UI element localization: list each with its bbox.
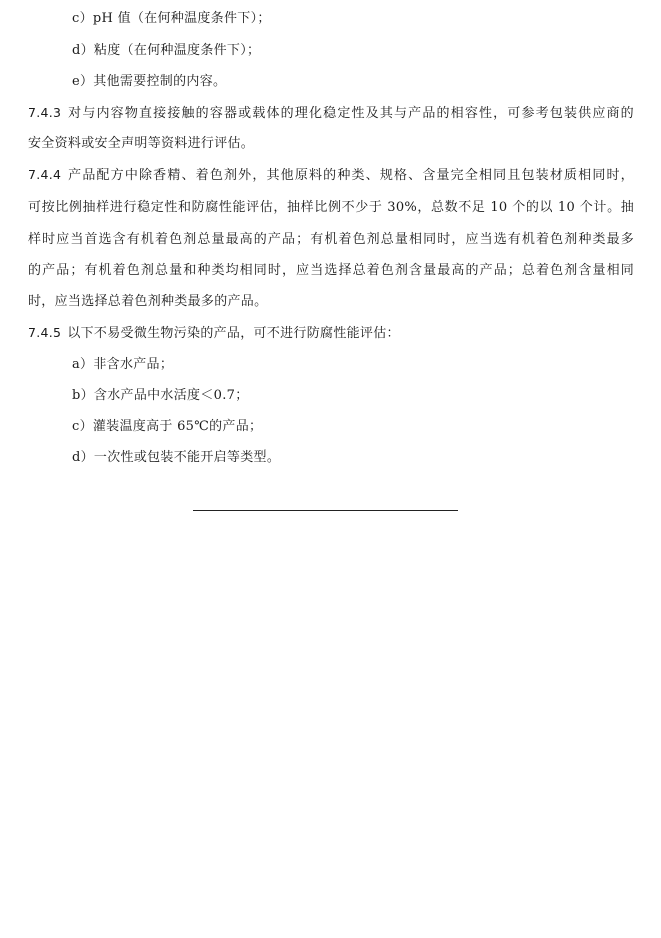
clause-7-4-4-line-1	[28, 166, 634, 185]
list-item-non-aqueous: a）非含水产品；	[72, 357, 174, 372]
clause-7-4-5-intro	[28, 324, 634, 343]
clause-7-4-4-line-4: 的产品；有机着色剂总量和种类均相同时，应当选择总着色剂含量最高的产品；总着色剂含量相同	[28, 263, 634, 278]
list-item-ph: c）pH 值（在何种温度条件下）；	[72, 11, 271, 26]
clause-number: 7.4.5	[28, 325, 62, 340]
clause-7-4-3-line-1	[28, 104, 634, 123]
end-divider	[193, 510, 458, 511]
clause-number: 7.4.4	[28, 167, 62, 182]
clause-7-4-4-line-3: 样时应当首选含有机着色剂总量最高的产品；有机着色剂总量相同时，应当选有机着色剂种类最多	[28, 232, 634, 247]
list-item-filling-temperature: c）灌装温度高于 65℃的产品；	[72, 419, 263, 434]
clause-text: 以下不易受微生物污染的产品，可不进行防腐性能评估：	[67, 326, 400, 341]
clause-7-4-4-line-5: 时，应当选择总着色剂种类最多的产品。	[28, 294, 268, 309]
clause-number: 7.4.3	[28, 105, 62, 120]
clause-text: 对与内容物直接接触的容器或载体的理化稳定性及其与产品的相容性，可参考包装供应商的	[67, 106, 634, 121]
list-item-other: e）其他需要控制的内容。	[72, 74, 227, 89]
clause-text: 产品配方中除香精、着色剂外，其他原料的种类、规格、含量完全相同且包装材质相同时，	[67, 168, 634, 183]
list-item-single-use: d）一次性或包装不能开启等类型。	[72, 450, 281, 465]
clause-7-4-4-line-2: 可按比例抽样进行稳定性和防腐性能评估，抽样比例不少于 30%，总数不足 10 个的以 10 个计。抽	[28, 200, 634, 215]
list-item-viscosity: d）粘度（在何种温度条件下）；	[72, 43, 261, 58]
list-item-water-activity: b）含水产品中水活度＜0.7；	[72, 388, 249, 403]
clause-7-4-3-line-2: 安全资料或安全声明等资料进行评估。	[28, 136, 255, 151]
